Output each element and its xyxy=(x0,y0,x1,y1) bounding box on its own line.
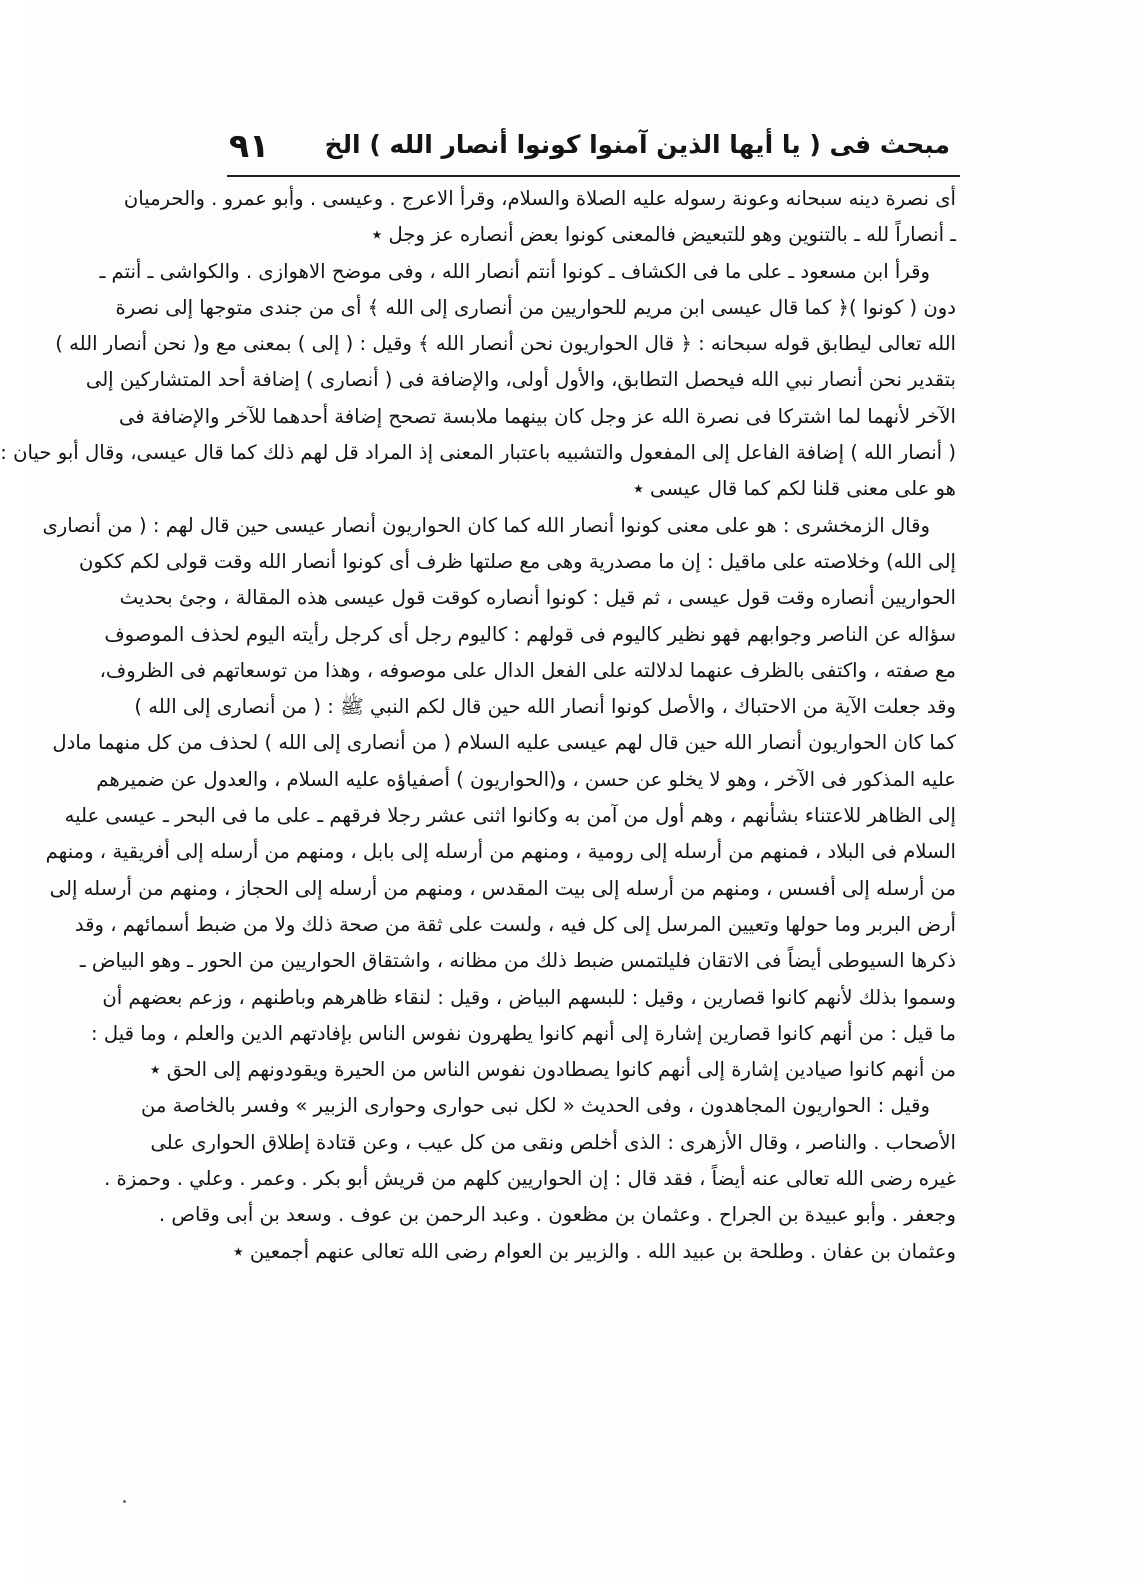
text-line: إلى الله) وخلاصته على ماقيل : إن ما مصدرية وهى مع صلتها ظرف أى كونوا أنصار الله وقت قولى لكم ككون xyxy=(79,549,956,573)
text-line: وعثمان بن عفان . وطلحة بن عبيد الله . والزبير بن العوام رضى الله تعالى عنهم أجمعين ٭ xyxy=(232,1239,956,1263)
text-line: من أرسله إلى أفسس ، ومنهم من أرسله إلى بيت المقدس ، ومنهم من أرسله إلى الحجاز ، ومنهم من أرسله إلى xyxy=(49,876,956,900)
text-line: السلام فى البلاد ، فمنهم من أرسله إلى رومية ، ومنهم من أرسله إلى بابل ، ومنهم من أرسله إلى أفريقية ، ومنهم xyxy=(45,840,956,864)
text-line: وقال الزمخشرى : هو على معنى كونوا أنصار الله كما كان الحواريون أنصار عيسى حين قال لهم : ( من أنصارى xyxy=(42,513,930,537)
text-line: أى نصرة دينه سبحانه وعونة رسوله عليه الصلاة والسلام، وقرأ الاعرج . وعيسى . وأبو عمرو . والحرميان xyxy=(123,187,956,210)
text-line: ( أنصار الله ) إضافة الفاعل إلى المفعول والتشبيه باعتبار المعنى إذ المراد قل لهم ذلك كما قال عيسى، وقال أبو حيان : xyxy=(0,441,956,465)
running-title: مبحث فى ( يا أيها الذين آمنوا كونوا أنصار الله ) الخ xyxy=(324,130,950,159)
text-line: دون ( كونوا )﴿ كما قال عيسى ابن مريم للحواريين من أنصارى إلى الله ﴾ أى من جندى متوجها إلى نصرة xyxy=(115,295,956,319)
header-rule xyxy=(227,175,960,177)
page-header xyxy=(229,118,950,170)
text-line: كما كان الحواريون أنصار الله حين قال لهم عيسى عليه السلام ( من أنصارى إلى الله ) لحذف من كل منهما مادل xyxy=(52,731,956,755)
text-line: ذكرها السيوطى أيضاً فى الاتقان فليلتمس ضبط ذلك من مظانه ، واشتقاق الحواريين من الحور ـ وهو البياض ـ xyxy=(79,949,956,973)
text-line: بتقدير نحن أنصار نبي الله فيحصل التطابق، والأول أولى، والإضافة فى ( أنصارى ) إضافة أحد المتشاركين إلى xyxy=(85,368,956,392)
text-line: وسموا بذلك لأنهم كانوا قصارين ، وقيل : للبسهم البياض ، وقيل : لنقاء ظاهرهم وباطنهم ، وزعم بعضهم أن xyxy=(102,985,956,1009)
body-text xyxy=(0,181,956,1270)
text-line: الآخر لأنهما لما اشتركا فى نصرة الله عز وجل كان بينهما ملابسة تصحح إضافة أحدهما للآخر والإضافة فى xyxy=(119,404,956,428)
text-line: الله تعالى ليطابق قوله سبحانه : ﴿ قال الحواريون نحن أنصار الله ﴾ وقيل : ( إلى ) بمعنى مع و( نحن أنصار الله ) xyxy=(55,332,956,356)
page-number: ٩١ xyxy=(229,126,270,165)
text-line: غيره رضى الله تعالى عنه أيضاً ، فقد قال : إن الحواريين كلهم من قريش أبو بكر . وعمر . وعلي . وحمزة . xyxy=(104,1167,956,1191)
text-line: هو على معنى قلنا لكم كما قال عيسى ٭ xyxy=(633,477,956,501)
text-line: الأصحاب . والناصر ، وقال الأزهرى : الذى أخلص ونقى من كل عيب ، وعن قتادة إطلاق الحوارى على xyxy=(150,1130,956,1154)
text-line: إلى الظاهر للاعتناء بشأنهم ، وهم أول من آمن به وكانوا اثنى عشر رجلا فرقهم ـ على ما فى البحر ـ عيسى عليه xyxy=(64,804,956,828)
text-line: سؤاله عن الناصر وجوابهم فهو نظير كاليوم فى قولهم : كاليوم رجل أى كرجل رأيته اليوم لحذف الموصوف xyxy=(104,622,956,646)
text-line: الحواريين أنصاره وقت قول عيسى ، ثم قيل : كونوا أنصاره كوقت قول عيسى هذه المقالة ، وجئ بحديث xyxy=(119,586,956,610)
text-line: ما قيل : من أنهم كانوا قصارين إشارة إلى أنهم كانوا يطهرون نفوس الناس بإفادتهم الدين والعلم ، وما قيل : xyxy=(91,1021,956,1045)
text-line: وقيل : الحواريون المجاهدون ، وفى الحديث « لكل نبى حوارى وحوارى الزبير » وفسر بالخاصة من xyxy=(140,1094,930,1118)
text-line: أرض البربر وما حولها وتعيين المرسل إلى كل فيه ، ولست على ثقة من صحة ذلك ولا من ضبط أسمائهم ، وقد xyxy=(74,912,956,936)
scan-speck xyxy=(123,1500,126,1503)
text-line: عليه المذكور فى الآخر ، وهو لا يخلو عن حسن ، و(الحواريون ) أصفياؤه عليه السلام ، والعدول عن ضميرهم xyxy=(96,767,956,791)
text-line: وقد جعلت الآية من الاحتباك ، والأصل كونوا أنصار الله حين قال لكم النبي ﷺ : ( من أنصارى إلى الله ) xyxy=(134,695,956,719)
text-line: وقرأ ابن مسعود ـ على ما فى الكشاف ـ كونوا أنتم أنصار الله ، وفى موضح الاهوازى . والكواشى ـ أنتم ـ xyxy=(99,259,930,283)
text-line: مع صفته ، واكتفى بالظرف عنهما لدلالته على الفعل الدال على موصوفه ، وهذا من توسعاتهم فى الظروف، xyxy=(99,658,956,682)
text-line: وجعفر . وأبو عبيدة بن الجراح . وعثمان بن مظعون . وعبد الرحمن بن عوف . وسعد بن أبى وقاص . xyxy=(158,1203,956,1227)
text-line: ـ أنصاراً لله ـ بالتنوين وهو للتبعيض فالمعنى كونوا بعض أنصاره عز وجل ٭ xyxy=(371,223,956,247)
text-line: من أنهم كانوا صيادين إشارة إلى أنهم كانوا يصطادون نفوس الناس من الحيرة ويقودونهم إلى الحق ٭ xyxy=(149,1058,956,1082)
